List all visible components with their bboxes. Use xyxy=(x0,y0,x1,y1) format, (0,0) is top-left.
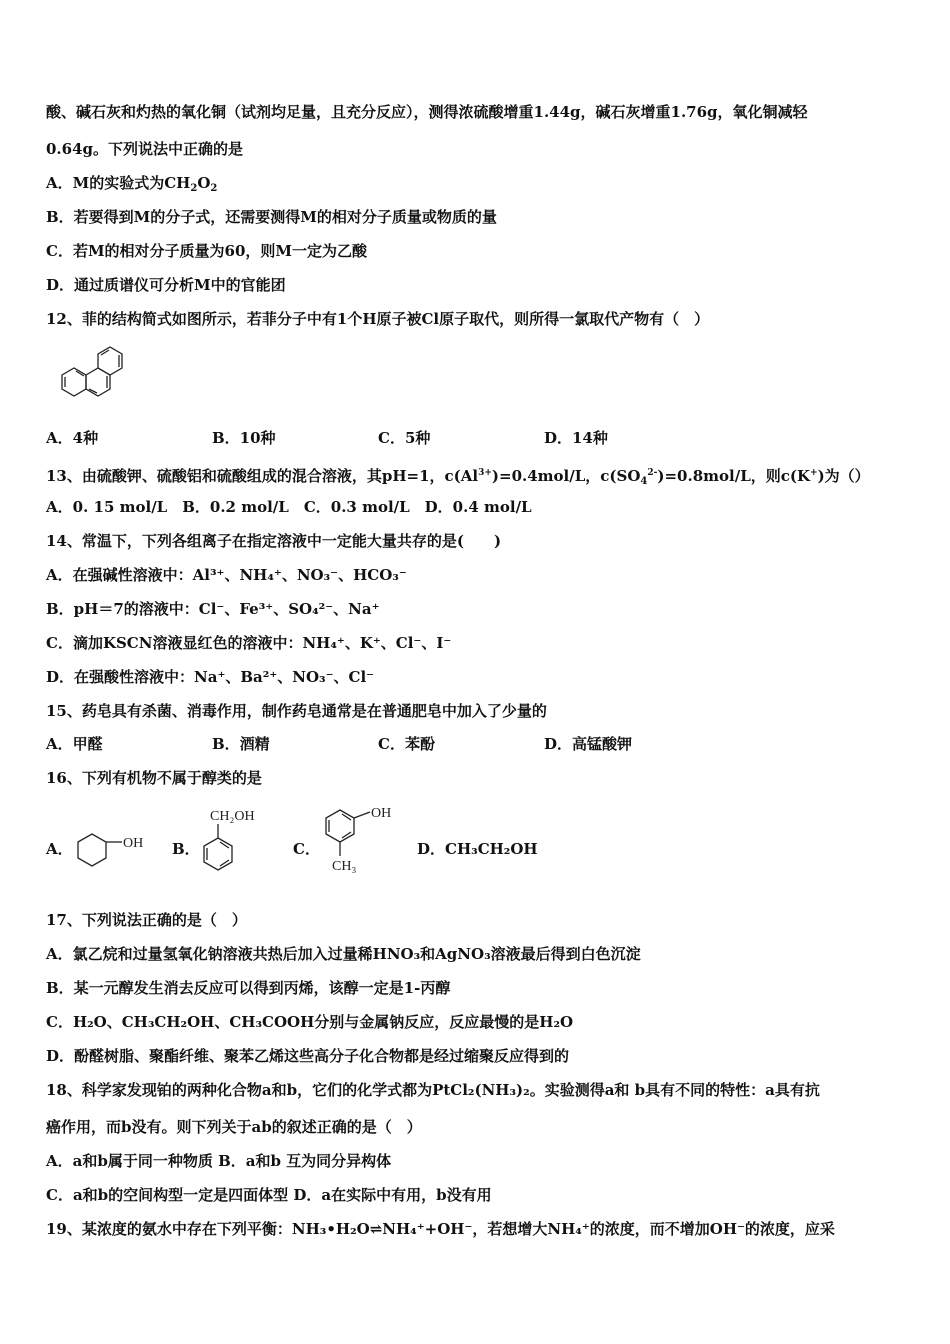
q11-option-a-text: A．M的实验式为CH xyxy=(46,174,191,192)
q17-option-d: D．酚醛树脂、聚酯纤维、聚苯乙烯这些高分子化合物都是经过缩聚反应得到的 xyxy=(46,1047,570,1065)
benzyl-alcohol-structure xyxy=(196,800,286,880)
q17-option-b: B．某一元醇发生消去反应可以得到丙烯，该醇一定是1-丙醇 xyxy=(46,979,451,997)
q18-options-cd: C．a和b的空间构型一定是四面体型 D．a在实际中有用，b没有用 xyxy=(46,1186,492,1204)
q14-stem: 14、常温下，下列各组离子在指定溶液中一定能大量共存的是( ) xyxy=(46,532,502,550)
q17-option-a: A．氯乙烷和过量氢氧化钠溶液共热后加入过量稀HNO₃和AgNO₃溶液最后得到白色沉淀 xyxy=(46,945,641,963)
q11-sub1: 2 xyxy=(190,183,198,194)
q16-option-c: C． xyxy=(293,840,320,858)
q15-option-b: B．酒精 xyxy=(212,735,270,753)
q12-option-b: B．10种 xyxy=(212,429,276,447)
q16-stem: 16、下列有机物不属于醇类的是 xyxy=(46,769,262,787)
q11-sub2: 2 xyxy=(210,183,218,194)
m-cresol-structure xyxy=(318,798,408,878)
q17-option-c: C．H₂O、CH₃CH₂OH、CH₃COOH分别与金属钠反应，反应最慢的是H₂O xyxy=(46,1013,574,1031)
q12-option-d: D．14种 xyxy=(544,429,608,447)
q13-part2: )=0.4mol/L，c(SO xyxy=(491,467,641,485)
q14-option-a: A．在强碱性溶液中：Al³⁺、NH₄⁺、NO₃⁻、HCO₃⁻ xyxy=(46,566,407,584)
q19-stem-line1: 19、某浓度的氨水中存在下列平衡：NH₃•H₂O⇌NH₄⁺+OH⁻，若想增大NH₄⁺的浓度，而不增加OH⁻的浓度，应采 xyxy=(46,1220,835,1238)
q12-option-a: A．4种 xyxy=(46,429,99,447)
q18-stem-line2: 癌作用，而b没有。则下列关于ab的叙述正确的是（ ） xyxy=(46,1118,422,1136)
q15-option-c: C．苯酚 xyxy=(378,735,435,753)
q18-options-ab: A．a和b属于同一种物质 B．a和b 互为同分异构体 xyxy=(46,1152,392,1170)
q13-stem xyxy=(46,462,904,493)
q11-option-a xyxy=(46,172,904,200)
q18-stem-line1: 18、科学家发现铂的两种化合物a和b，它们的化学式都为PtCl₂(NH₃)₂。实验测得a和 b具有不同的特性：a具有抗 xyxy=(46,1081,820,1099)
q13-part3: )=0.8mol/L，则c(K xyxy=(657,467,811,485)
q14-option-b: B．pH＝7的溶液中：Cl⁻、Fe³⁺、SO₄²⁻、Na⁺ xyxy=(46,600,380,618)
q12-option-c: C．5种 xyxy=(378,429,431,447)
q17-stem: 17、下列说法正确的是（ ） xyxy=(46,911,247,929)
q11-stem-line2: 0.64g。下列说法中正确的是 xyxy=(46,140,244,158)
q13-so4-charge: 2- xyxy=(647,468,658,478)
q15-stem: 15、药皂具有杀菌、消毒作用，制作药皂通常是在普通肥皂中加入了少量的 xyxy=(46,702,547,720)
q13-k-charge: + xyxy=(810,468,818,478)
cyclohexanol-oh-label: OH xyxy=(123,836,144,851)
q14-option-d: D．在强酸性溶液中：Na⁺、Ba²⁺、NO₃⁻、Cl⁻ xyxy=(46,668,375,686)
q12-stem: 12、菲的结构简式如图所示，若菲分子中有1个H原子被Cl原子取代，则所得一氯取代产物有（ ） xyxy=(46,310,710,328)
phenanthrene-structure xyxy=(46,345,130,415)
q13-part4: )为（） xyxy=(817,467,870,485)
q13-part1: 13、由硫酸钾、硫酸铝和硫酸组成的混合溶液，其pH=1，c(Al xyxy=(46,467,479,485)
q16-option-d: D．CH₃CH₂OH xyxy=(417,840,538,858)
cresol-oh-label: OH xyxy=(371,806,392,821)
q11-option-c: C．若M的相对分子质量为60，则M一定为乙酸 xyxy=(46,242,368,260)
q15-option-a: A．甲醛 xyxy=(46,735,103,753)
q11-option-d: D．通过质谱仪可分析M中的官能团 xyxy=(46,276,286,294)
q16-option-b: B． xyxy=(172,840,200,858)
q13-so4-sub: 4 xyxy=(640,476,648,487)
q14-option-c: C．滴加KSCN溶液显红色的溶液中：NH₄⁺、K⁺、Cl⁻、I⁻ xyxy=(46,634,452,652)
cyclohexanol-structure xyxy=(72,822,158,878)
q11-o: O xyxy=(197,174,211,192)
q13-options: A．0. 15 mol/L B．0.2 mol/L C．0.3 mol/L D．0.4 mol/L xyxy=(46,498,532,516)
q13-al-charge: 3+ xyxy=(478,468,492,478)
benzyl-ch2oh-label: CH₂OH xyxy=(210,809,255,824)
q11-stem-line1: 酸、碱石灰和灼热的氧化铜（试剂均足量，且充分反应），测得浓硫酸增重1.44g，碱石灰增重1.76g，氧化铜减轻 xyxy=(46,103,808,121)
cresol-ch3-label: CH₃ xyxy=(332,859,357,874)
q11-option-b: B．若要得到M的分子式，还需要测得M的相对分子质量或物质的量 xyxy=(46,208,497,226)
q16-option-a: A． xyxy=(46,840,73,858)
q15-option-d: D．高锰酸钾 xyxy=(544,735,633,753)
